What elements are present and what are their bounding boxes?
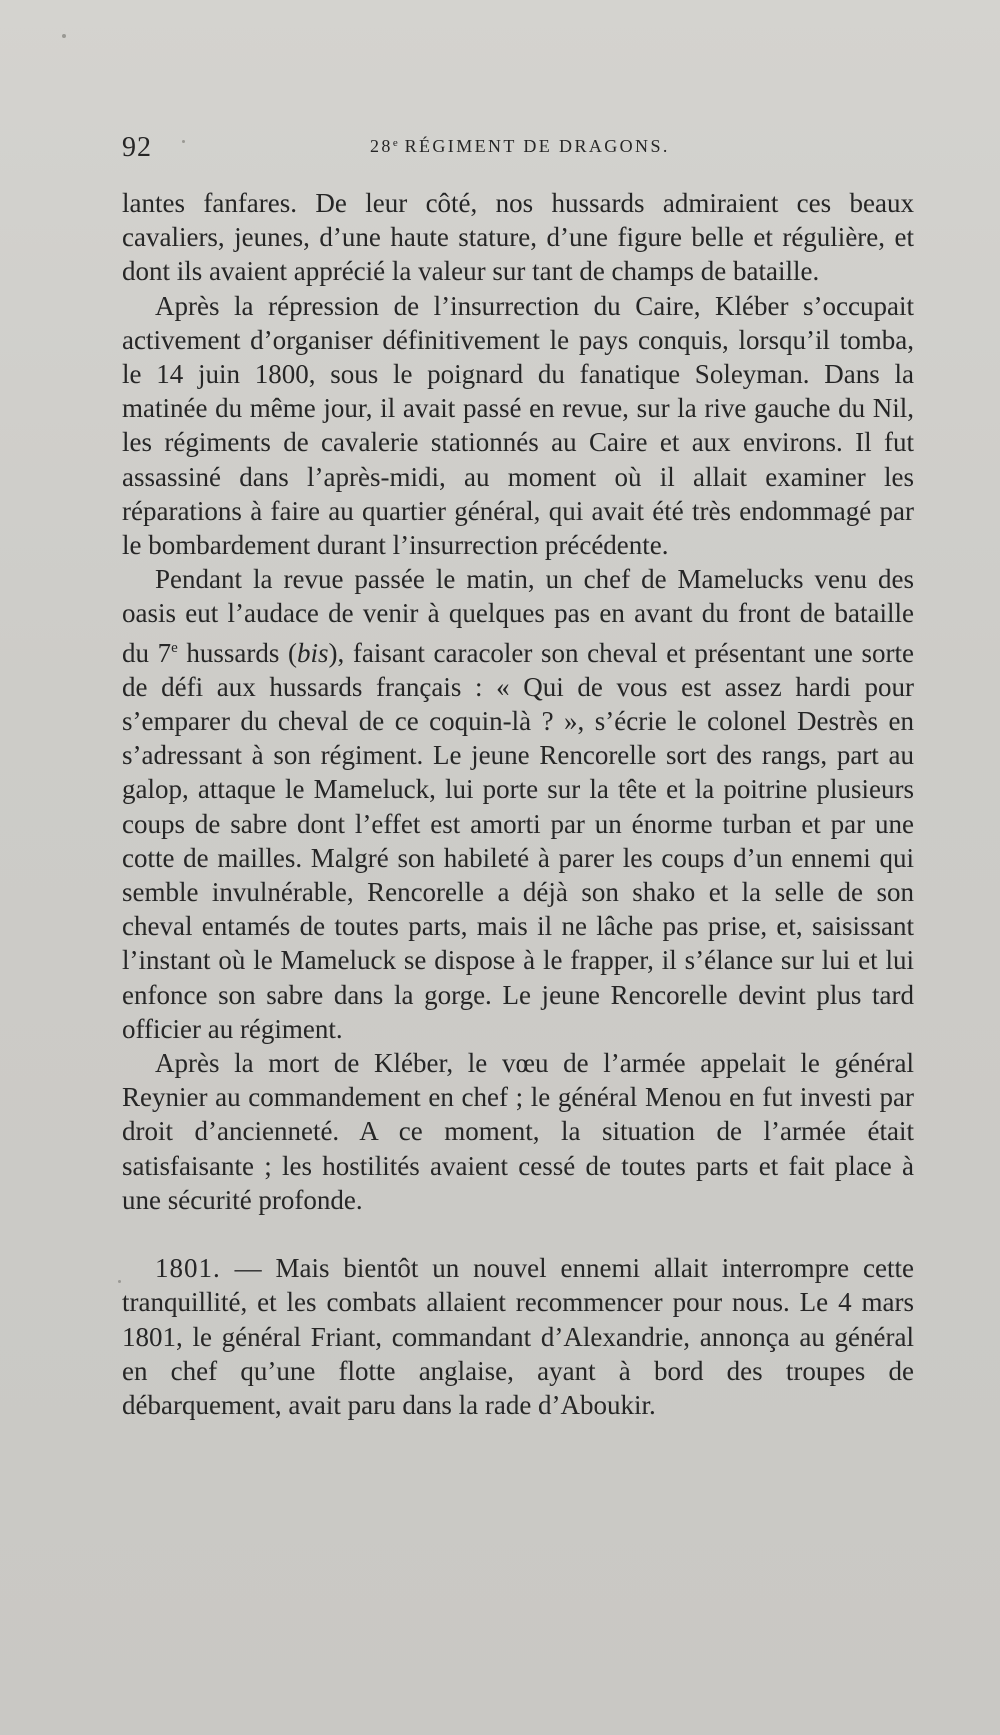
header-ordinal: 28 — [370, 136, 393, 156]
header-ordinal-suffix: e — [392, 137, 398, 149]
header-title-text: RÉGIMENT DE DRAGONS. — [397, 136, 670, 156]
paragraph-1: lantes fanfares. De leur côté, nos hussards admiraient ces beaux cavaliers, jeunes, d’une haute stature, d’une figure belle et régulière, et dont ils avaient apprécié la valeur sur tant de champs de bataille. — [122, 188, 914, 287]
year-heading: 1801. — [155, 1253, 221, 1284]
paragraph-2: Après la répression de l’insurrection du Caire, Kléber s’occupait activement d’organiser définitivement le pays conquis, lorsqu’il tomba, le 14 juin 1800, sous le poignard du fanatique Soleyman. Dans la matinée du même jour, il avait passé en revue, sur la rive gauche du Nil, les régiments de cavalerie stationnés au Caire et aux environs. Il fut assassiné dans l’après-midi, au moment où il allait examiner les réparations à faire au quartier général, qui avait été très endommagé par le bombardement durant l’insurrection précédente. — [122, 290, 914, 561]
paragraph-5 — [122, 1251, 914, 1422]
paragraph-4: Après la mort de Kléber, le vœu de l’armée appelait le général Reynier au commandement en chef ; le général Menou en fut investi par droit d’ancienneté. A ce moment, la situation de l’armée était satisfaisante ; les hostilités avaient cessé de toutes parts et fait place à une sécurité profonde. — [122, 1048, 914, 1215]
paragraph-3-part-3: ), faisant caracoler son cheval et présentant une sorte de défi aux hussards français : « Qui de vous est assez hardi pour s’emparer du cheval de ce coquin-là ? », s’écrie le colonel Destrès en s’adressant à son régiment. Le jeune Rencorelle sort des rangs, part au galop, attaque le Mameluck, lui porte sur la tête et la poitrine plusieurs coups de sabre dont l’effet est amorti par un énorme turban et par une cotte de mailles. Malgré son habileté à parer les coups d’un ennemi qui semble invulnérable, Rencorelle a déjà son shako et la selle de son cheval entamés de toutes parts, mais il ne lâche pas prise, et, saisissant l’instant où le Mameluck se dispose à le frapper, il s’élance sur lui et lui enfonce son sabre dans la gorge. Le jeune Rencorelle devint plus tard officier au régiment. — [122, 637, 914, 1044]
paper-speck — [118, 1280, 121, 1283]
running-header — [122, 132, 922, 162]
paragraph-3-superscript: e — [171, 639, 178, 656]
paper-speck — [182, 140, 185, 143]
page-number: 92 — [122, 132, 152, 163]
paragraph-3-part-2: hussards ( — [177, 637, 298, 668]
paragraph-5-text: — Mais bientôt un nouvel ennemi allait interrompre cette tranquillité, et les combats allaient recommencer pour nous. Le 4 mars 1801, le général Friant, commandant d’Alexandrie, annonça au général en chef qu’une flotte anglaise, ayant à bord des troupes de débarquement, avait paru dans la rade d’Aboukir. — [122, 1253, 914, 1420]
paragraph-3 — [122, 562, 914, 1046]
header-title — [370, 136, 670, 157]
paragraph-3-italic: bis — [297, 637, 329, 668]
body-text — [122, 186, 914, 1422]
paragraph-3-part-1: Pendant la revue passée le matin, un chef de Mamelucks venu des oasis eut l’audace de venir à quelques pas en avant du front de bataille du 7 — [122, 564, 914, 668]
paper-speck — [62, 34, 66, 38]
